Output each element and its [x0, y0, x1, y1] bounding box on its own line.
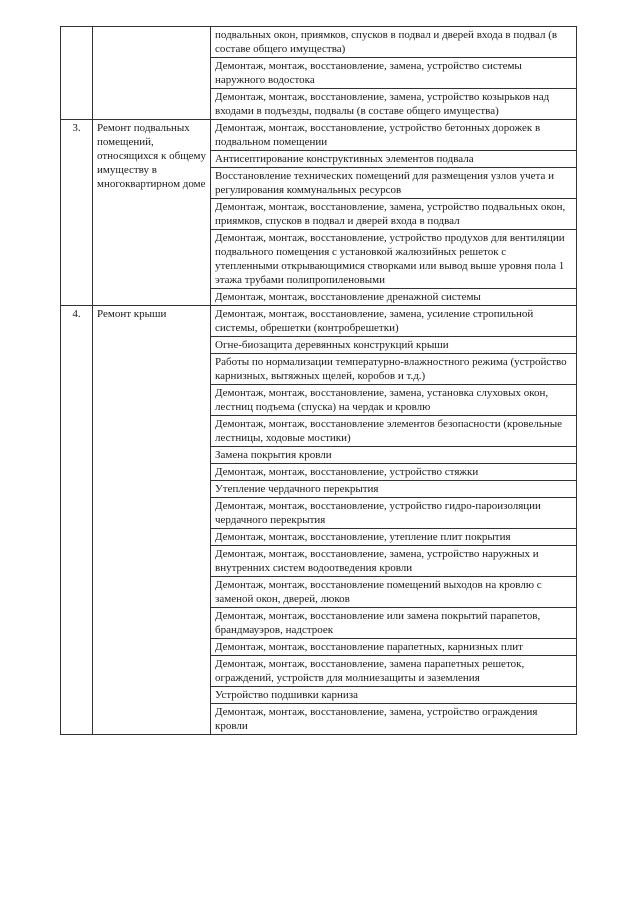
- work-item: Демонтаж, монтаж, восстановление дренажной системы: [211, 289, 577, 306]
- work-item: Демонтаж, монтаж, восстановление, замена, усиление стропильной системы, обрешетки (контробрешетки): [211, 306, 577, 337]
- section-number: 3.: [61, 120, 93, 306]
- work-item: подвальных окон, приямков, спусков в подвал и дверей входа в подвал (в составе общего имущества): [211, 27, 577, 58]
- work-item: Восстановление технических помещений для размещения узлов учета и регулирования коммунальных ресурсов: [211, 168, 577, 199]
- table-row: [61, 27, 577, 58]
- section-number: 4.: [61, 306, 93, 735]
- work-item: Демонтаж, монтаж, восстановление, утепление плит покрытия: [211, 529, 577, 546]
- work-item: Демонтаж, монтаж, восстановление, замена, устройство подвальных окон, приямков, спусков в подвал и дверей входа в подвал: [211, 199, 577, 230]
- work-item: Демонтаж, монтаж, восстановление, устройство стяжки: [211, 464, 577, 481]
- work-item: Демонтаж, монтаж, восстановление, устройство бетонных дорожек в подвальном помещении: [211, 120, 577, 151]
- section-title: Ремонт подвальных помещений, относящихся к общему имуществу в многоквартирном доме: [93, 120, 211, 306]
- work-item: Антисептирование конструктивных элементов подвала: [211, 151, 577, 168]
- works-table-body: [61, 27, 577, 735]
- section-number: [61, 27, 93, 120]
- work-item: Демонтаж, монтаж, восстановление, замена, устройство ограждения кровли: [211, 704, 577, 735]
- work-item: Утепление чердачного перекрытия: [211, 481, 577, 498]
- work-item: Демонтаж, монтаж, восстановление помещений выходов на кровлю с заменой окон, дверей, люков: [211, 577, 577, 608]
- work-item: Замена покрытия кровли: [211, 447, 577, 464]
- section-title: [93, 27, 211, 120]
- table-row: [61, 306, 577, 337]
- table-row: [61, 120, 577, 151]
- work-item: Демонтаж, монтаж, восстановление, замена, установка слуховых окон, лестниц подъема (спуска) на чердак и кровлю: [211, 385, 577, 416]
- works-table: [60, 26, 577, 735]
- work-item: Демонтаж, монтаж, восстановление, устройство гидро-пароизоляции чердачного перекрытия: [211, 498, 577, 529]
- work-item: Демонтаж, монтаж, восстановление элементов безопасности (кровельные лестницы, ходовые мостики): [211, 416, 577, 447]
- work-item: Демонтаж, монтаж, восстановление, замена, устройство системы наружного водостока: [211, 58, 577, 89]
- section-title: Ремонт крыши: [93, 306, 211, 735]
- work-item: Демонтаж, монтаж, восстановление, устройство продухов для вентиляции подвального помещения с установкой жалюзийных решеток с утепленными открывающимися створками или вывод выше уровня пола 1 этажа трубами полипропиленовыми: [211, 230, 577, 289]
- work-item: Демонтаж, монтаж, восстановление, замена, устройство наружных и внутренних систем водоотведения кровли: [211, 546, 577, 577]
- work-item: Демонтаж, монтаж, восстановление, замена, устройство козырьков над входами в подъезды, подвалы (в составе общего имущества): [211, 89, 577, 120]
- work-item: Демонтаж, монтаж, восстановление, замена парапетных решеток, ограждений, устройств для молниезащиты и заземления: [211, 656, 577, 687]
- work-item: Работы по нормализации температурно-влажностного режима (устройство карнизных, вытяжных щелей, коробов и т.д.): [211, 354, 577, 385]
- work-item: Демонтаж, монтаж, восстановление парапетных, карнизных плит: [211, 639, 577, 656]
- work-item: Демонтаж, монтаж, восстановление или замена покрытий парапетов, брандмауэров, надстроек: [211, 608, 577, 639]
- work-item: Устройство подшивки карниза: [211, 687, 577, 704]
- work-item: Огне-биозащита деревянных конструкций крыши: [211, 337, 577, 354]
